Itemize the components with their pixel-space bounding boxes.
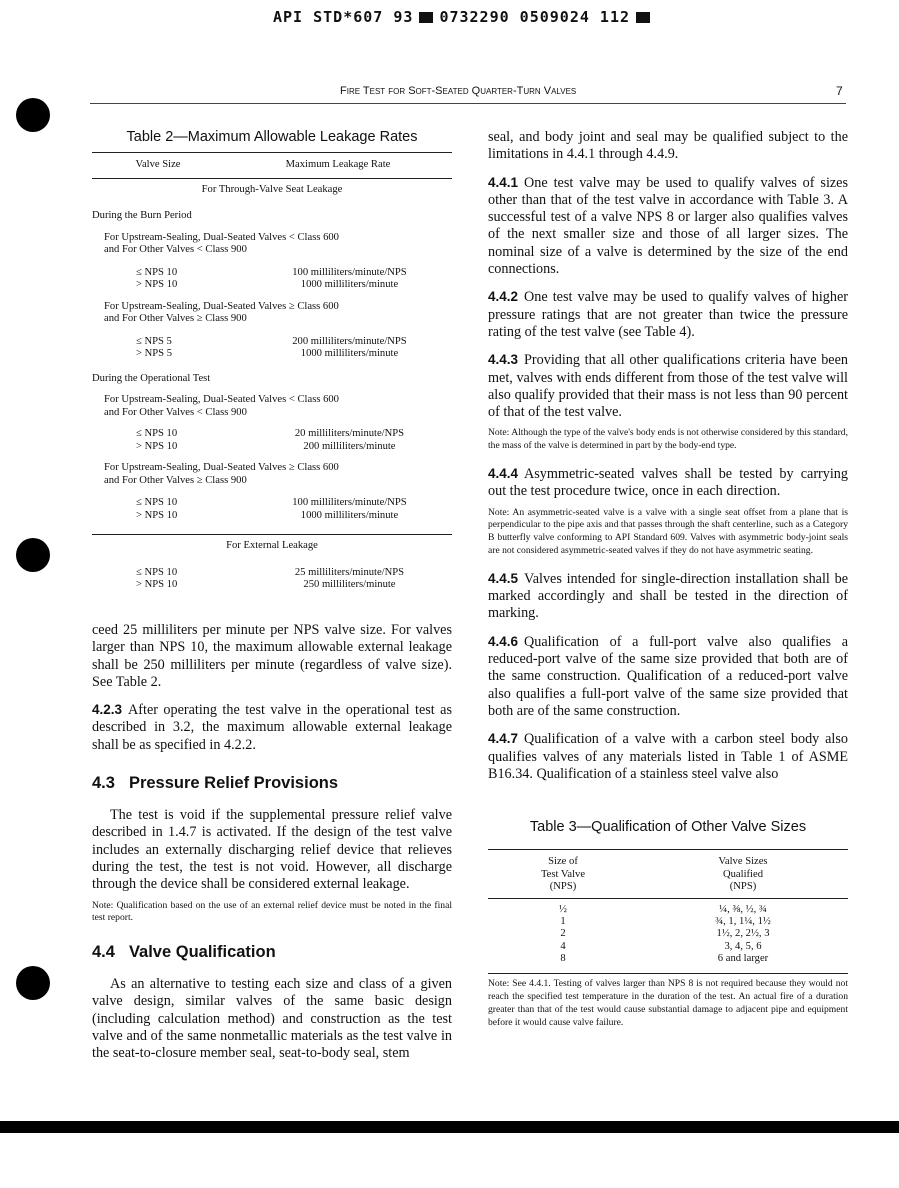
table-row (92, 497, 452, 510)
document-code-part-1: API STD*607 93 (273, 8, 414, 26)
table-rule (488, 973, 848, 974)
clause-text: Qualification of a full-port valve also qualifies a reduced-port valve of the same size provided that both are of the same construction. Qualification of a reduced-port valve also qualifies a full-port valve of the same size provided that both are of the same construction. (488, 633, 848, 719)
category-upstream-ge (92, 301, 452, 326)
code-block-mark (636, 12, 650, 23)
section-external: For External Leakage (226, 540, 318, 551)
operational-test-label: During the Operational Test (92, 372, 211, 384)
header-line: Qualified (722, 868, 763, 880)
category-line: and For Other Valves < Class 900 (104, 244, 247, 255)
category-upstream-lt (92, 232, 452, 257)
paragraph: ceed 25 milliliters per minute per NPS valve size. For valves larger than NPS 10, the maximum allowable external leakage shall be 250 milliliters per minute (regardless of valve size). See Table 2. (92, 622, 452, 690)
table-row (92, 579, 452, 592)
clause-text: Providing that all other qualifications criteria have been met, valves with ends different from those of the test valve will also qualify provided that their mass is not less than 90 percent of that of the test valve. (488, 352, 848, 421)
test-size-cell: 4 (560, 940, 566, 952)
document-code (273, 8, 656, 26)
clause-text: Qualification of a valve with a carbon steel body also qualifies valves of any materials listed in Table 1 of ASME B16.34. Qualification of a stainless steel valve also (488, 731, 848, 782)
paragraph-4-2-3 (92, 701, 452, 754)
rate-cell: 100 milliliters/minute/NPS (292, 497, 407, 508)
section-title: Pressure Relief Provisions (128, 774, 339, 793)
col-qualified (638, 856, 848, 894)
category-line: and For Other Valves < Class 900 (104, 406, 247, 418)
category-line: and For Other Valves ≥ Class 900 (104, 474, 247, 486)
table-row (92, 428, 452, 441)
header-rule (90, 103, 846, 104)
table-row (92, 279, 452, 292)
table-2-title: Table 2—Maximum Allowable Leakage Rates (126, 129, 418, 145)
size-cell: ≤ NPS 10 (136, 428, 178, 439)
section-number: 4.3 (92, 774, 115, 793)
clause-text: One test valve may be used to qualify valves of higher pressure ratings that are not greater than twice the pressure rating of the test valve (see Table 4). (488, 289, 848, 340)
size-cell: ≤ NPS 10 (136, 266, 178, 278)
paragraph: seal, and body joint and seal may be qualified subject to the limitations in 4.4.1 through 4.4.9. (488, 129, 848, 163)
category-upstream-lt (92, 394, 452, 419)
table-row (92, 567, 452, 580)
category-line: For Upstream-Sealing, Dual-Seated Valves ≥ Class 600 (104, 462, 339, 473)
table-3-note: Note: See 4.4.1. Testing of valves larger than NPS 8 is not required because they would not reach the specified test temperature in the duration of the test. An actual fire of a duration greater than that of the test would cause substantial damage to adjacent pipe and equipment before it would cause valve failure. (488, 978, 848, 1028)
clause-number: 4.4.3 (488, 352, 519, 368)
table-row (92, 348, 452, 361)
note: Note: An asymmetric-seated valve is a valve with a single seat offset from a plane that is perpendicular to the pipe axis and that passes through the shaft centerline, such as a Category B butterfly valve conforming to API Standard 609. Valves with asymmetric body-joint seals are not considered asymmetric-seated valves if they do not have asymmetric seating. (488, 506, 848, 557)
rate-cell: 100 milliliters/minute/NPS (292, 266, 407, 278)
qualified-cell: 1½, 2, 2½, 3 (716, 928, 770, 940)
paragraph: As an alternative to testing each size and class of a given valve design, similar valves of the same basic design (including calculation method) and construction as the test valve and of the same nonmetallic materials as the test valve in the seat-to-closure member seal, seat-to-body seal, stem (92, 976, 452, 1062)
size-cell: ≤ NPS 5 (136, 335, 172, 347)
col-test-valve (488, 856, 638, 894)
document-code-part-2: 0732290 0509024 112 (439, 8, 631, 26)
test-size-cell: ½ (559, 903, 567, 915)
clause-text: Asymmetric-seated valves shall be tested by carrying out the test procedure twice, once in each direction. (488, 466, 848, 500)
header-line: Valve Sizes (718, 856, 768, 867)
qualified-cell: ¾, 1, 1¼, 1½ (715, 916, 771, 928)
table-3-title: Table 3—Qualification of Other Valve Sizes (529, 819, 807, 835)
bottom-edge-bar (0, 1121, 899, 1133)
rate-cell: 250 milliliters/minute (303, 579, 396, 590)
size-cell: > NPS 10 (136, 279, 178, 290)
clause-number: 4.4.2 (488, 289, 519, 305)
running-head: Fire Test for Soft-Seated Quarter-Turn Valves (340, 85, 577, 97)
rate-group (92, 267, 452, 292)
clause-number: 4.4.7 (488, 731, 519, 747)
header-line: (NPS) (729, 881, 757, 893)
table-rule (92, 178, 452, 179)
clause-text: Valves intended for single-direction installation shall be marked accordingly and shall be tested in the direction of marking. (488, 570, 848, 622)
table-2-header (92, 153, 452, 178)
clause-number: 4.2.3 (92, 702, 123, 718)
table-3-header (488, 850, 848, 898)
size-cell: > NPS 10 (136, 440, 178, 452)
size-cell: > NPS 10 (136, 579, 178, 590)
clause-text: One test valve may be used to qualify valves of sizes other than that of the test valve in accordance with Table 3. A successful test of a valve NPS 8 or larger also qualifies valves of the next smaller size and those of all larger sizes. The nominal size of a valve is determined by the size of the end connections. (488, 174, 848, 278)
test-size-cell: 1 (560, 916, 566, 928)
test-size-cell: 2 (560, 928, 566, 940)
burn-period-label: During the Burn Period (92, 210, 192, 221)
paragraph-4-4-4 (488, 465, 848, 501)
size-cell: > NPS 5 (136, 348, 173, 359)
rate-cell: 200 milliliters/minute/NPS (292, 335, 407, 347)
table-3 (488, 819, 848, 1041)
binder-hole (16, 966, 50, 1000)
rate-cell: 25 milliliters/minute/NPS (294, 566, 405, 578)
note: Note: Qualification based on the use of an external relief device must be noted in the final test report. (92, 899, 452, 924)
paragraph-4-4-2 (488, 288, 848, 341)
table-row (92, 267, 452, 280)
section-number: 4.4 (92, 943, 115, 962)
table-row (488, 916, 848, 928)
header-line: Test Valve (540, 868, 586, 880)
table-row (488, 904, 848, 916)
binder-hole (16, 98, 50, 132)
table-row (488, 941, 848, 953)
header-line: Size of (548, 856, 578, 867)
rate-group (92, 336, 452, 361)
rate-group (92, 497, 452, 522)
category-line: and For Other Valves ≥ Class 900 (104, 313, 247, 324)
paragraph-4-4-5 (488, 570, 848, 623)
paragraph-4-4-3 (488, 351, 848, 421)
section-heading-4-3 (92, 774, 452, 793)
rate-group (92, 567, 452, 592)
category-line: For Upstream-Sealing, Dual-Seated Valves ≥ Class 600 (104, 300, 339, 312)
category-line: For Upstream-Sealing, Dual-Seated Valves < Class 600 (104, 231, 339, 243)
page-number: 7 (836, 84, 843, 98)
left-body (92, 622, 452, 1073)
rate-cell: 200 milliliters/minute (303, 440, 396, 452)
paragraph-4-4-6 (488, 633, 848, 720)
table-row (92, 441, 452, 454)
test-size-cell: 8 (560, 952, 566, 964)
col-leak-rate: Maximum Leakage Rate (285, 159, 391, 170)
table-3-body (488, 904, 848, 965)
col-valve-size: Valve Size (135, 159, 181, 170)
table-rule (92, 534, 452, 535)
code-block-mark (419, 12, 433, 23)
qualified-cell: 3, 4, 5, 6 (724, 940, 762, 952)
header-line: (NPS) (549, 881, 577, 893)
size-cell: ≤ NPS 10 (136, 566, 178, 578)
paragraph-4-4-7 (488, 730, 848, 783)
table-rule (488, 898, 848, 899)
category-upstream-ge (92, 462, 452, 487)
section-through-seat: For Through-Valve Seat Leakage (201, 183, 343, 195)
rate-cell: 1000 milliliters/minute (300, 509, 399, 521)
clause-number: 4.4.5 (488, 570, 519, 586)
rate-group (92, 428, 452, 453)
binder-hole (16, 538, 50, 572)
paragraph: The test is void if the supplemental pressure relief valve described in 1.4.7 is activated. If the design of the test valve includes an externally discharging relief device that relieves during the test, the test is not void. However, all discharge through the device shall be considered external leakage. (92, 807, 452, 893)
table-2 (92, 129, 452, 592)
table-row (488, 928, 848, 940)
size-cell: > NPS 10 (136, 509, 178, 521)
clause-number: 4.4.1 (488, 174, 519, 190)
clause-number: 4.4.6 (488, 633, 519, 649)
table-row (488, 953, 848, 965)
section-title: Valve Qualification (128, 943, 276, 962)
right-body (488, 129, 848, 793)
section-heading-4-4 (92, 943, 452, 962)
table-row (92, 510, 452, 523)
qualified-cell: 6 and larger (717, 952, 769, 964)
size-cell: ≤ NPS 10 (136, 497, 178, 508)
category-line: For Upstream-Sealing, Dual-Seated Valves < Class 600 (104, 394, 339, 405)
clause-number: 4.4.4 (488, 466, 519, 482)
paragraph-4-4-1 (488, 174, 848, 279)
rate-cell: 1000 milliliters/minute (300, 279, 399, 290)
rate-cell: 1000 milliliters/minute (300, 348, 399, 359)
rate-cell: 20 milliliters/minute/NPS (294, 428, 405, 439)
clause-text: After operating the test valve in the operational test as described in 3.2, the maximum allowable external leakage shall be as specified in 4.2.2. (92, 702, 452, 753)
qualified-cell: ¼, ⅜, ½, ¾ (719, 903, 767, 915)
note: Note: Although the type of the valve's body ends is not otherwise considered by this standard, the mass of the valve is determined in part by the body-end type. (488, 427, 848, 452)
table-row (92, 336, 452, 349)
